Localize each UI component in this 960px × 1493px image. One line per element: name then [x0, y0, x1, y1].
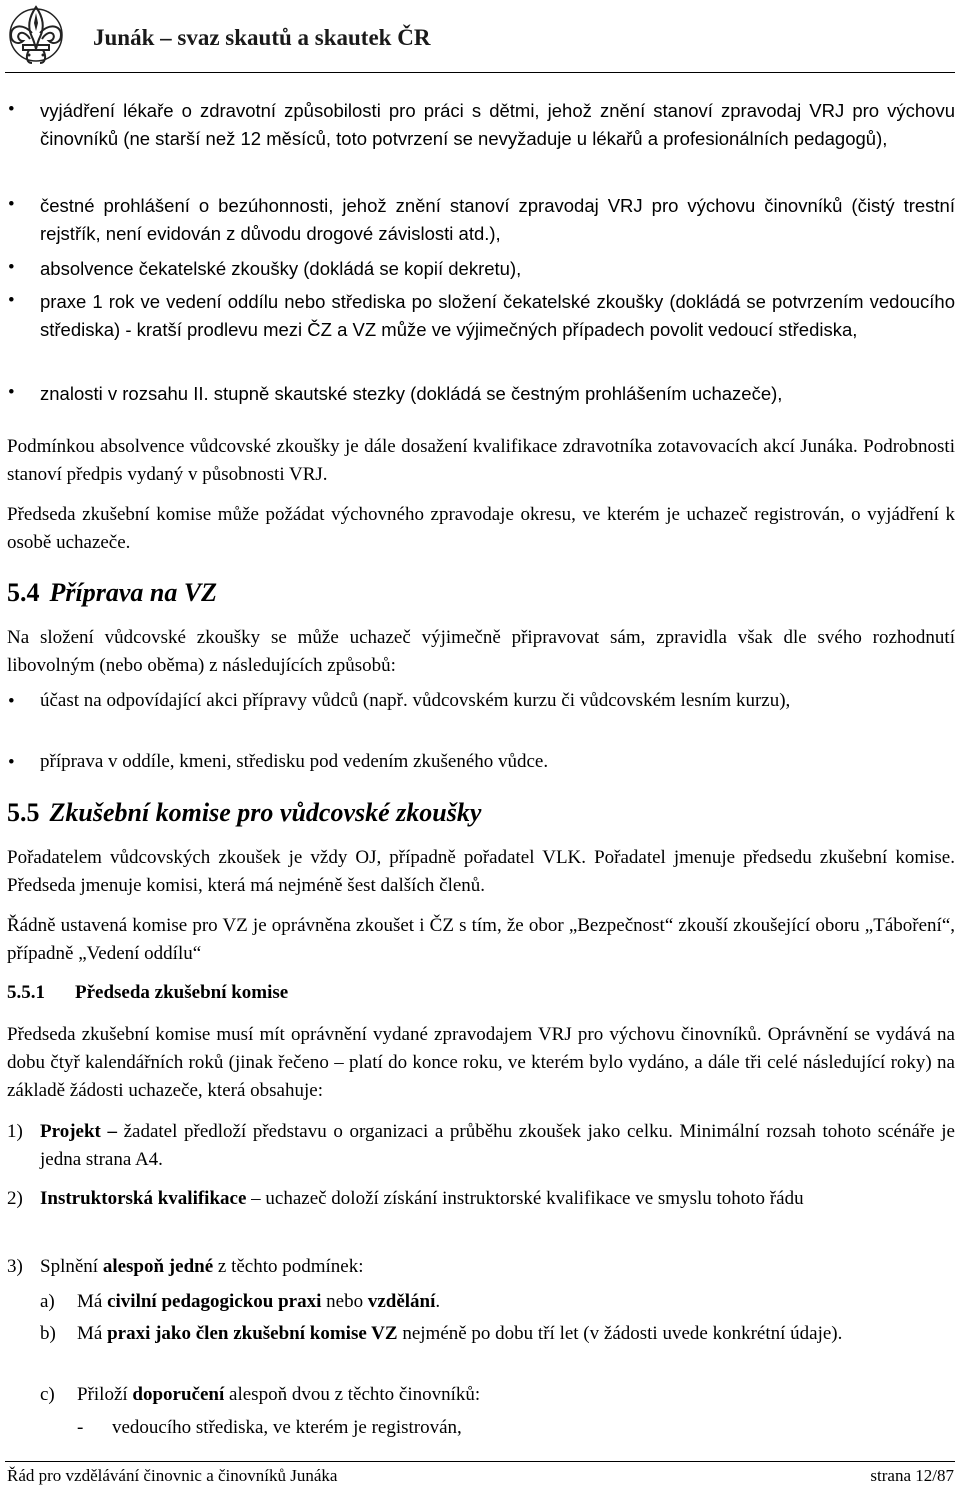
paragraph: Podmínkou absolvence vůdcovské zkoušky je dále dosažení kvalifikace zdravotníka zotavovacích akcí Junáka. Podrobnosti stanoví předpis vydaný v působnosti VRJ. [7, 436, 955, 485]
subsection-heading-5-5-1 [7, 982, 288, 1004]
bullet-dot: • [8, 99, 15, 120]
item-text: žadatel předloží představu o organizaci a průběhu zkoušek jako celku. Minimální rozsah tohoto scénáře je jedna strana A4. [40, 1121, 955, 1170]
item-pre: Splnění [40, 1256, 103, 1277]
dash-item: vedoucího střediska, ve kterém je registrován, [112, 1417, 462, 1438]
fleur-de-lis-logo-icon [5, 3, 67, 67]
sub-item-letter: a) [40, 1291, 55, 1312]
numbered-item [40, 1253, 955, 1281]
dash-marker: - [77, 1417, 84, 1438]
sub-item [77, 1288, 955, 1316]
list-item: vyjádření lékaře o zdravotní způsobilosti pro práci s dětmi, jehož znění stanoví zpravodaj VRJ pro výchovu činovníků (ne starší než 12 měsíců, toto potvrzení se nevyžaduje u lékařů a profesionálních pedagogů), [40, 100, 955, 149]
header-title: Junák – svaz skautů a skautek ČR [93, 25, 431, 50]
paragraph: Řádně ustavená komise pro VZ je oprávněna zkoušet i ČZ s tím, že obor „Bezpečnost“ zkouší zkoušející oboru „Táboření“, případně „Vedení oddílu“ [7, 915, 955, 964]
section-number: 5.4 [7, 578, 40, 607]
item-bold: Instruktorská kvalifikace [40, 1188, 247, 1209]
bullet-dot: • [8, 257, 15, 278]
subsection-title: Předseda zkušební komise [75, 982, 289, 1003]
bullet-dot: • [8, 382, 15, 403]
sub-item-bold: doporučení [132, 1384, 225, 1405]
bullet-dot: • [8, 752, 15, 773]
subsection-number: 5.5.1 [7, 982, 45, 1003]
section-title: Zkušební komise pro vůdcovské zkoušky [49, 798, 482, 827]
sub-item-bold: vzdělání [367, 1291, 436, 1312]
item-text: z těchto podmínek: [213, 1256, 364, 1277]
item-number: 3) [7, 1256, 23, 1277]
list-item: příprava v oddíle, kmeni, středisku pod vedením zkušeného vůdce. [40, 751, 549, 772]
sub-item-mid: alespoň dvou z těchto činovníků: [224, 1384, 481, 1405]
list-item: znalosti v rozsahu II. stupně skautské stezky (dokládá se čestným prohlášením uchazeče), [40, 383, 783, 404]
list-item: praxe 1 rok ve vedení oddílu nebo střediska po složení čekatelské zkoušky (dokládá se potvrzením vedoucího střediska) - kratší prodlevu mezi ČZ a VZ může ve výjimečných případech povolit vedoucí střediska, [40, 291, 955, 340]
sub-item-pre: Má [77, 1291, 108, 1312]
footer-document-title: Řád pro vzdělávání činovnic a činovníků Junáka [7, 1466, 338, 1485]
item-number: 2) [7, 1188, 23, 1209]
footer-page-number: strana 12/87 [870, 1466, 954, 1485]
sub-item-letter: b) [40, 1323, 56, 1344]
item-bold: Projekt – [40, 1121, 117, 1142]
sub-item-bold: civilní pedagogickou praxi [107, 1291, 322, 1312]
sub-item-mid: nebo [321, 1291, 368, 1312]
section-heading-5-4 [7, 578, 217, 608]
sub-item-post: . [435, 1291, 441, 1312]
list-item: účast na odpovídající akci přípravy vůdců (např. vůdcovském kurzu či vůdcovském lesním kurzu), [40, 690, 791, 711]
footer-divider [5, 1461, 955, 1462]
bullet-dot: • [8, 194, 15, 215]
paragraph: Předseda zkušební komise musí mít oprávnění vydané zpravodajem VRJ pro výchovu činovníků. Oprávnění se vydává na dobu čtyř kalendářních roků (jinak řečeno – platí do konce roku, ve kterém bylo vydáno, a dále tři celé následující roky) na základě žádosti uchazeče, která obsahuje: [7, 1024, 955, 1101]
sub-item-letter: c) [40, 1384, 55, 1405]
section-heading-5-5 [7, 798, 481, 828]
section-number: 5.5 [7, 798, 40, 827]
item-bold: alespoň jedné [102, 1256, 214, 1277]
sub-item [77, 1320, 955, 1348]
list-item: čestné prohlášení o bezúhonnosti, jehož znění stanoví zpravodaj VRJ pro výchovu činovníků (čistý trestní rejstřík, není evidován z důvodu drogové závislosti atd.), [40, 195, 955, 244]
item-number: 1) [7, 1121, 23, 1142]
sub-item-bold: praxi jako člen zkušební komise VZ [107, 1323, 398, 1344]
item-text: – uchazeč doloží získání instruktorské kvalifikace ve smyslu tohoto řádu [246, 1188, 804, 1209]
section-title: Příprava na VZ [49, 578, 218, 607]
paragraph: Předseda zkušební komise může požádat výchovného zpravodaje okresu, ve kterém je uchazeč registrován, o vyjádření k osobě uchazeče. [7, 504, 955, 553]
sub-item-mid: nejméně po dobu tří let (v žádosti uvede konkrétní údaje). [397, 1323, 843, 1344]
numbered-item [40, 1185, 955, 1213]
sub-item-pre: Přiloží [77, 1384, 133, 1405]
numbered-item [40, 1118, 955, 1174]
sub-item-pre: Má [77, 1323, 108, 1344]
list-item: absolvence čekatelské zkoušky (dokládá se kopií dekretu), [40, 258, 522, 279]
paragraph: Pořadatelem vůdcovských zkoušek je vždy OJ, případně pořadatel VLK. Pořadatel jmenuje předsedu zkušební komise. Předseda jmenuje komisi, která má nejméně šest dalších členů. [7, 847, 955, 896]
bullet-dot: • [8, 691, 15, 712]
sub-item [77, 1381, 955, 1409]
paragraph: Na složení vůdcovské zkoušky se může uchazeč výjimečně připravovat sám, zpravidla však dle svého rozhodnutí libovolným (nebo oběma) z následujících způsobů: [7, 627, 955, 676]
bullet-dot: • [8, 290, 15, 311]
header-divider [5, 72, 955, 73]
